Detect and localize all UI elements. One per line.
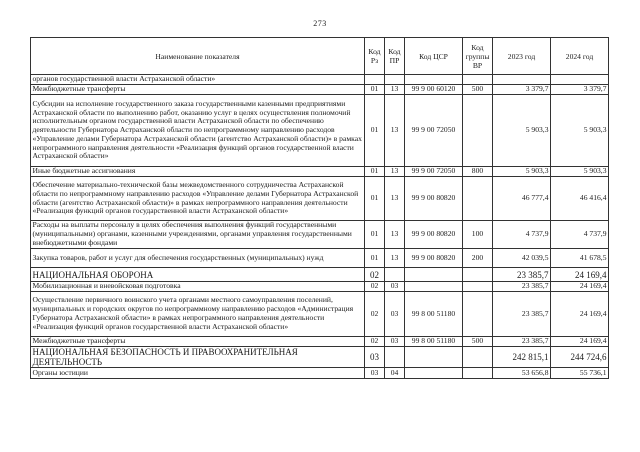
cell-rz [365,75,385,85]
cell-y2023: 4 737,9 [493,221,551,249]
cell-pr: 13 [385,221,405,249]
cell-name: Органы юстиции [31,368,365,379]
table-row [31,85,609,95]
cell-y2023: 53 656,8 [493,368,551,379]
cell-csr: 99 9 00 72050 [405,95,463,167]
cell-vr [463,347,493,368]
cell-y2024: 244 724,6 [551,347,609,368]
cell-y2023: 5 903,3 [493,95,551,167]
cell-rz: 01 [365,167,385,177]
table-row [31,221,609,249]
cell-y2024: 5 903,3 [551,167,609,177]
cell-rz: 02 [365,292,385,337]
table-row [31,167,609,177]
table-row [31,292,609,337]
table-row [31,177,609,221]
cell-rz: 03 [365,368,385,379]
cell-vr [463,268,493,282]
cell-y2024: 24 169,4 [551,282,609,292]
table-row [31,249,609,268]
cell-pr [385,75,405,85]
cell-y2024: 24 169,4 [551,292,609,337]
cell-pr: 13 [385,167,405,177]
cell-pr: 03 [385,337,405,347]
cell-y2024: 24 169,4 [551,268,609,282]
cell-pr: 13 [385,177,405,221]
cell-vr: 100 [463,221,493,249]
cell-y2024: 46 416,4 [551,177,609,221]
cell-y2024: 3 379,7 [551,85,609,95]
cell-pr [385,347,405,368]
cell-y2024 [551,75,609,85]
table-row [31,282,609,292]
cell-y2023: 23 385,7 [493,282,551,292]
cell-vr [463,177,493,221]
cell-csr: 99 9 00 80820 [405,177,463,221]
cell-y2023: 46 777,4 [493,177,551,221]
cell-vr [463,282,493,292]
cell-csr: 99 9 00 80820 [405,221,463,249]
table-section-row [31,347,609,368]
cell-y2023: 23 385,7 [493,337,551,347]
cell-name: Иные бюджетные ассигнования [31,167,365,177]
cell-rz: 02 [365,337,385,347]
cell-pr [385,268,405,282]
cell-csr: 99 9 00 72050 [405,167,463,177]
cell-pr: 03 [385,292,405,337]
cell-pr: 13 [385,95,405,167]
cell-vr [463,95,493,167]
header-rz: Код Рз [365,38,385,75]
header-pr: Код ПР [385,38,405,75]
cell-name: органов государственной власти Астраханской области» [31,75,365,85]
cell-name: Закупка товаров, работ и услуг для обеспечения государственных (муниципальных) нужд [31,249,365,268]
table-row [31,337,609,347]
table-header-row [31,38,609,75]
cell-vr: 800 [463,167,493,177]
cell-y2024: 41 678,5 [551,249,609,268]
cell-y2023: 5 903,3 [493,167,551,177]
cell-csr [405,75,463,85]
cell-name: Субсидии на исполнение государственного заказа государственными казенными предприятиями Астраханской области по выполнению работ, оказанию услуг в целях осуществления полномочий исполнительным органом государственной власти Астраханской области по обеспечению деятельности Губернатора Астраханской области по непрограммному направлению расходов «Управление делами Губернатора Астраханской области (агентство Астраханской области)» в рамках непрограммного направления деятельности «Реализация функций органов государственной власти Астраханской области» [31,95,365,167]
cell-y2024: 55 736,1 [551,368,609,379]
cell-pr: 03 [385,282,405,292]
cell-y2023 [493,75,551,85]
cell-name: Обеспечение материально-технической базы межведомственного сотрудничества Астраханской области по непрограммному направлению расходов «Управление делами Губернатора Астраханской области (агентство Астраханской области)» в рамках непрограммного направления деятельности «Реализация функций органов государственной власти Астраханской области» [31,177,365,221]
cell-csr: 99 9 00 80820 [405,249,463,268]
cell-csr [405,368,463,379]
cell-rz: 01 [365,221,385,249]
cell-y2023: 23 385,7 [493,268,551,282]
cell-pr: 04 [385,368,405,379]
cell-rz: 01 [365,177,385,221]
cell-y2024: 4 737,9 [551,221,609,249]
table-row [31,95,609,167]
cell-csr: 99 8 00 51180 [405,337,463,347]
table-row [31,368,609,379]
cell-vr: 500 [463,85,493,95]
cell-rz: 02 [365,282,385,292]
cell-rz: 01 [365,85,385,95]
cell-csr: 99 9 00 60120 [405,85,463,95]
budget-table [30,37,609,379]
cell-name: НАЦИОНАЛЬНАЯ БЕЗОПАСНОСТЬ И ПРАВООХРАНИТЕЛЬНАЯ ДЕЯТЕЛЬНОСТЬ [31,347,365,368]
cell-y2023: 23 385,7 [493,292,551,337]
cell-rz: 03 [365,347,385,368]
cell-name: Межбюджетные трансферты [31,85,365,95]
cell-y2024: 24 169,4 [551,337,609,347]
cell-csr: 99 8 00 51180 [405,292,463,337]
table-row [31,75,609,85]
cell-name: НАЦИОНАЛЬНАЯ ОБОРОНА [31,268,365,282]
cell-name: Мобилизационная и вневойсковая подготовка [31,282,365,292]
header-name: Наименование показателя [31,38,365,75]
table-section-row [31,268,609,282]
cell-name: Расходы на выплаты персоналу в целях обеспечения выполнения функций государственными (муниципальными) органами, казенными учреждениями, органами управления государственными внебюджетными фондами [31,221,365,249]
cell-vr [463,292,493,337]
cell-vr [463,75,493,85]
cell-name: Межбюджетные трансферты [31,337,365,347]
cell-rz: 02 [365,268,385,282]
cell-rz: 01 [365,249,385,268]
cell-csr [405,268,463,282]
header-vr: Код группы ВР [463,38,493,75]
cell-vr [463,368,493,379]
page-number: 273 [313,19,327,28]
cell-vr: 500 [463,337,493,347]
cell-y2023: 42 039,5 [493,249,551,268]
cell-vr: 200 [463,249,493,268]
cell-y2024: 5 903,3 [551,95,609,167]
cell-y2023: 242 815,1 [493,347,551,368]
header-2023: 2023 год [493,38,551,75]
cell-rz: 01 [365,95,385,167]
header-2024: 2024 год [551,38,609,75]
cell-csr [405,347,463,368]
cell-name: Осуществление первичного воинского учета органами местного самоуправления поселений, муниципальных и городских округов по непрограммному направлению расходов «Администрация Губернатора Астраханской области» в рамках непрограммного направления деятельности «Реализация функций органов государственной власти Астраханской области» [31,292,365,337]
cell-y2023: 3 379,7 [493,85,551,95]
cell-csr [405,282,463,292]
header-csr: Код ЦСР [405,38,463,75]
cell-pr: 13 [385,85,405,95]
cell-pr: 13 [385,249,405,268]
